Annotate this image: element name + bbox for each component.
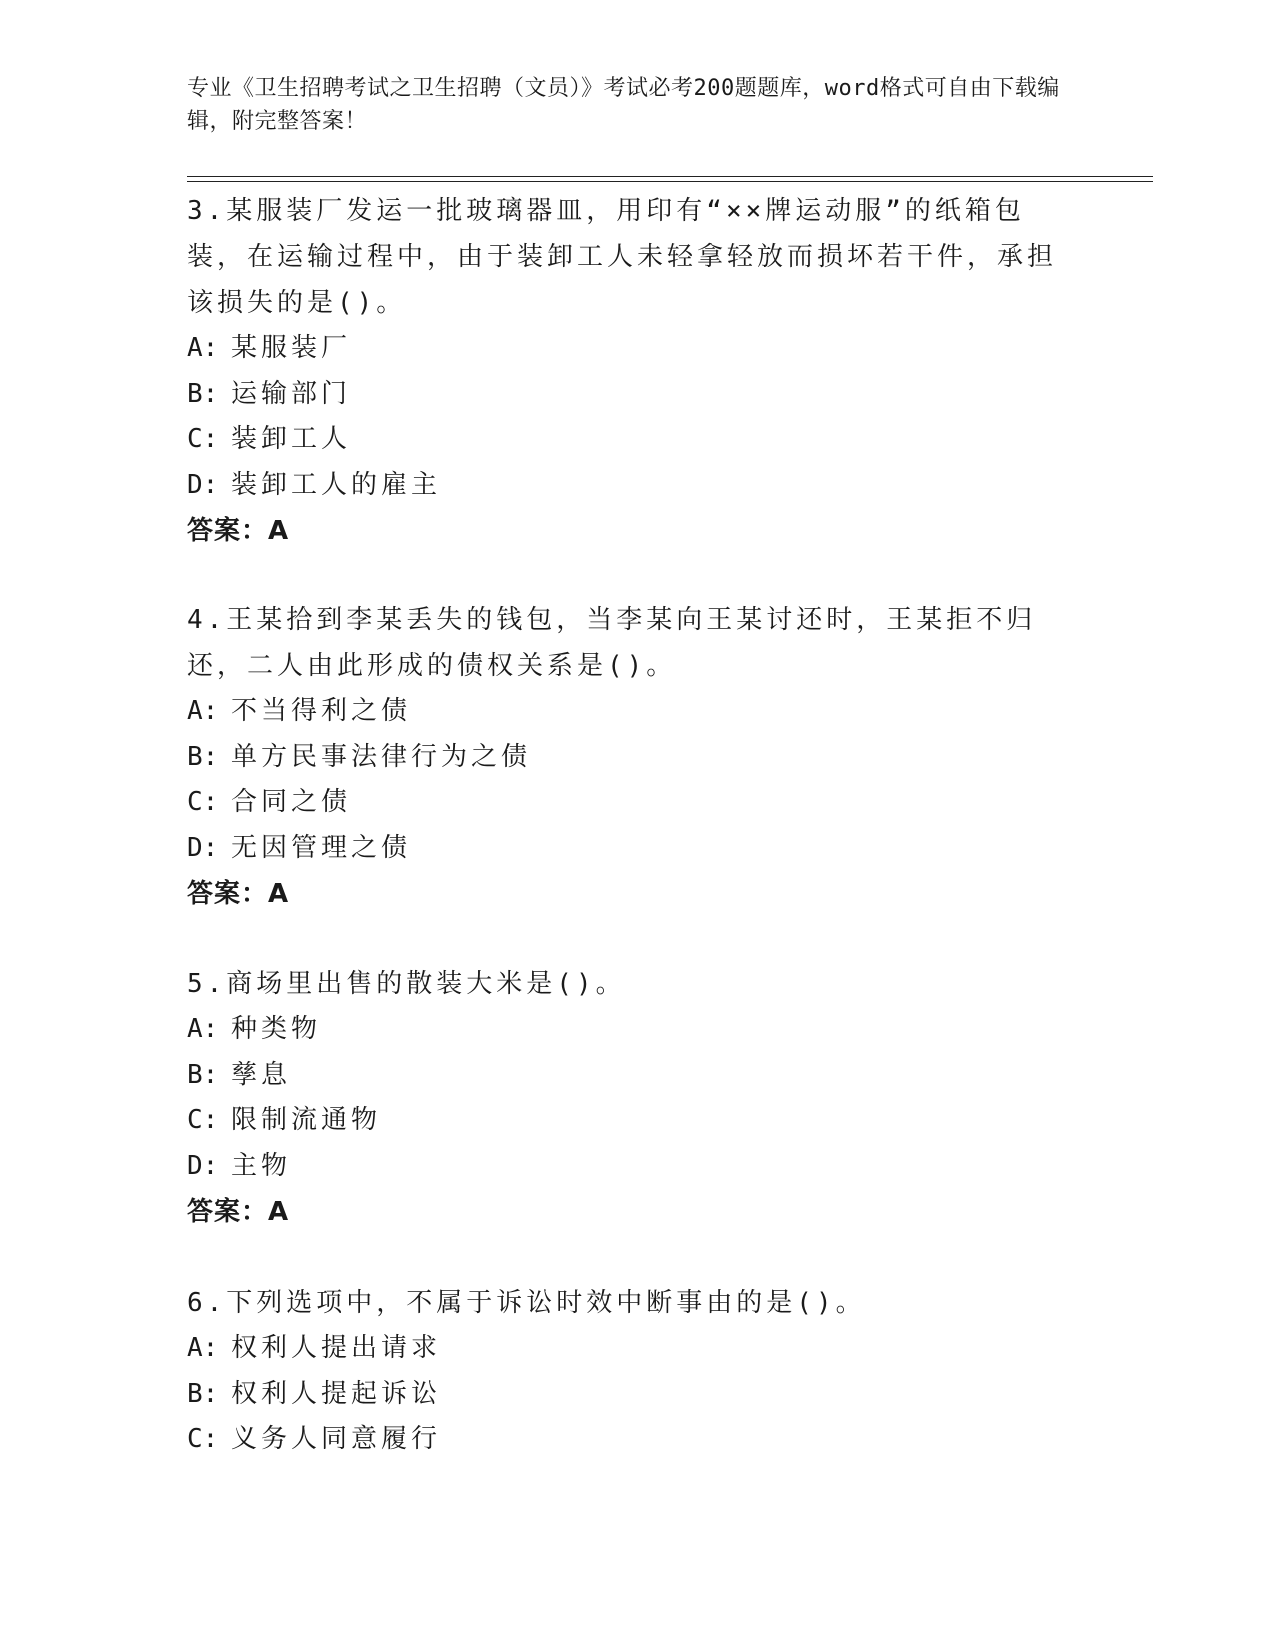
option-text: 装卸工人 (231, 424, 352, 454)
option-letter: B: (187, 1059, 219, 1090)
option-a (187, 1326, 1067, 1372)
option-d (187, 463, 1067, 509)
option-d (187, 1144, 1067, 1190)
option-letter: D: (187, 469, 219, 500)
option-text: 无因管理之债 (231, 832, 412, 863)
question-6 (187, 1280, 1067, 1463)
answer-line: 答案：A (187, 879, 290, 909)
option-letter: A: (187, 1014, 219, 1044)
option-letter: A: (187, 333, 219, 363)
header-divider-top (187, 176, 1153, 177)
option-text: 权利人提起诉讼 (231, 1378, 442, 1409)
option-text: 义务人同意履行 (231, 1424, 442, 1454)
option-text: 孳息 (231, 1059, 292, 1090)
option-text: 种类物 (231, 1014, 322, 1044)
header-divider-bottom (187, 181, 1153, 182)
question-5 (187, 961, 1067, 1235)
option-b (187, 1372, 1067, 1418)
option-b (187, 1053, 1067, 1099)
option-letter: B: (187, 741, 219, 772)
question-stem: 6.下列选项中，不属于诉讼时效中断事由的是()。 (187, 1288, 866, 1318)
option-d (187, 826, 1067, 872)
option-letter: D: (187, 1150, 219, 1181)
option-b (187, 372, 1067, 418)
option-letter: C: (187, 424, 219, 454)
option-letter: C: (187, 1424, 219, 1454)
option-text: 主物 (231, 1150, 292, 1181)
option-text: 单方民事法律行为之债 (231, 741, 532, 772)
document-header-note: 专业《卫生招聘考试之卫生招聘（文员）》考试必考200题题库，word格式可自由下载编辑，附完整答案！ (187, 76, 1060, 134)
option-c (187, 1098, 1067, 1144)
option-letter: D: (187, 832, 219, 863)
option-letter: A: (187, 696, 219, 726)
question-stem: 5.商场里出售的散装大米是()。 (187, 969, 626, 999)
option-a (187, 326, 1067, 372)
option-letter: B: (187, 1378, 219, 1409)
question-stem: 4.王某拾到李某丢失的钱包，当李某向王某讨还时，王某拒不归还，二人由此形成的债权关系是()。 (187, 605, 1037, 681)
option-a (187, 689, 1067, 735)
option-letter: C: (187, 787, 219, 817)
option-b (187, 735, 1067, 781)
question-3 (187, 188, 1067, 554)
answer-line: 答案：A (187, 516, 290, 546)
option-c (187, 1417, 1067, 1463)
question-stem: 3.某服装厂发运一批玻璃器皿，用印有“××牌运动服”的纸箱包装，在运输过程中，由于装卸工人未轻拿轻放而损坏若干件，承担该损失的是()。 (187, 196, 1058, 318)
option-text: 装卸工人的雇主 (231, 469, 442, 500)
option-text: 运输部门 (231, 378, 352, 409)
option-c (187, 417, 1067, 463)
option-text: 权利人提出请求 (231, 1333, 442, 1363)
option-c (187, 780, 1067, 826)
option-a (187, 1007, 1067, 1053)
option-text: 限制流通物 (231, 1105, 382, 1135)
option-letter: C: (187, 1105, 219, 1135)
option-letter: B: (187, 378, 219, 409)
option-letter: A: (187, 1333, 219, 1363)
question-4 (187, 597, 1067, 917)
answer-line: 答案：A (187, 1197, 290, 1227)
option-text: 某服装厂 (231, 333, 352, 363)
option-text: 合同之债 (231, 787, 352, 817)
option-text: 不当得利之债 (231, 696, 412, 726)
